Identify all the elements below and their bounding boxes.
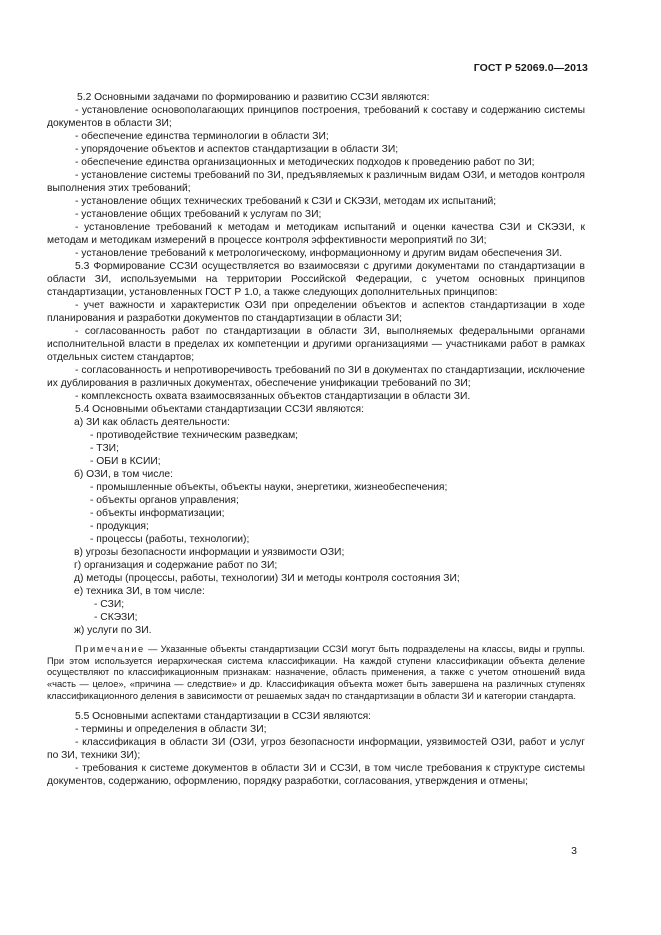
- clause-5-3-intro: 5.3 Формирование ССЗИ осуществляется во взаимосвязи с другими документами по стандартизации в области ЗИ, используемыми на территории Российской Федерации, с учетом основных принципов стандартизации, установленных ГОСТ Р 1.0, а также следующих дополнительных принципов:: [47, 261, 585, 298]
- sublist-item: - продукция;: [90, 521, 149, 532]
- sublist-item: - процессы (работы, технологии);: [90, 534, 250, 545]
- sublist-item: - ОБИ в КСИИ;: [90, 456, 161, 467]
- clause-5-3-item: - комплексность охвата взаимосвязанных объектов стандартизации в области ЗИ.: [75, 391, 471, 402]
- clause-5-2-intro: 5.2 Основными задачами по формированию и развитию ССЗИ являются:: [77, 92, 430, 103]
- clause-5-2-item: - установление требований к методам и методикам испытаний и оценки качества СЗИ и СКЭЗИ, к методам и методикам измерений в процессе контроля эффективности мероприятий по ЗИ;: [47, 222, 585, 246]
- sublist-item: - промышленные объекты, объекты науки, энергетики, жизнеобеспечения;: [90, 482, 448, 493]
- clause-5-3-item: - согласованность работ по стандартизации в области ЗИ, выполняемых федеральными органами исполнительной власти в пределах их компетенции и другими организациями — участниками работ в рамках отдельных систем стандартов;: [47, 326, 585, 363]
- clause-5-2-item: - установление системы требований по ЗИ, предъявляемых к различным видам ОЗИ, и методов контроля выполнения этих требований;: [47, 170, 585, 194]
- clause-5-5-item: - классификация в области ЗИ (ОЗИ, угроз безопасности информации, уязвимостей ОЗИ, работ и услуг по ЗИ, техники ЗИ);: [47, 736, 585, 761]
- page-number: 3: [571, 845, 577, 857]
- clause-5-2-item: - упорядочение объектов и аспектов стандартизации в области ЗИ;: [75, 144, 399, 155]
- clause-5-5-item: - требования к системе документов в области ЗИ и ССЗИ, в том числе требования к структуре системы документов, содержанию, оформлению, порядку разработки, согласования, утверждения и отмены;: [47, 762, 585, 787]
- clause-5-3-item: - учет важности и характеристик ОЗИ при определении объектов и аспектов стандартизации в ходе планирования и разработки документов по стандартизации в области ЗИ;: [47, 300, 585, 324]
- list-item-e: е) техника ЗИ, в том числе:: [74, 586, 205, 597]
- standard-designation: ГОСТ Р 52069.0—2013: [473, 62, 588, 74]
- sublist-item: - ТЗИ;: [90, 443, 119, 454]
- document-body: [47, 91, 585, 788]
- clause-5-2-item: - обеспечение единства организационных и методических подходов к проведению работ по ЗИ;: [75, 157, 535, 168]
- sublist-item: - СКЭЗИ;: [94, 612, 138, 623]
- clause-5-2-item: - установление требований к метрологическому, информационному и другим видам обеспечения ЗИ.: [75, 248, 563, 259]
- note: [47, 644, 585, 703]
- list-item-zh: ж) услуги по ЗИ.: [74, 625, 152, 636]
- clause-5-4-intro: 5.4 Основными объектами стандартизации ССЗИ являются:: [75, 404, 364, 415]
- clause-5-2-item: - установление основополагающих принципов построения, требований к составу и содержанию системы документов в области ЗИ;: [47, 105, 585, 129]
- clause-5-3-item: - согласованность и непротиворечивость требований по ЗИ в документах по стандартизации, исключение их дублирования в различных документах, обеспечение унификации требований по ЗИ;: [47, 365, 585, 389]
- note-text: — Указанные объекты стандартизации ССЗИ могут быть подразделены на классы, виды и группы. При этом используется иерархическая система классификации. На каждой ступени классификации объекта деление осуществляют по классификационным признакам: назначение, область применения, а также с учетом отношений вида «часть — целое», «причина — следствие» и др. Классификация объекта может быть завершена на различных ступенях классификационного деления в зависимости от решаемых задач по стандартизации в области ЗИ и категории стандарта.: [47, 644, 585, 701]
- list-item-d: д) методы (процессы, работы, технологии) ЗИ и методы контроля состояния ЗИ;: [74, 573, 460, 584]
- clause-5-2-item: - установление общих технических требований к СЗИ и СКЭЗИ, методам их испытаний;: [75, 196, 497, 207]
- clause-5-5-item: - термины и определения в области ЗИ;: [75, 723, 267, 735]
- clause-5-2-item: - обеспечение единства терминологии в области ЗИ;: [75, 131, 329, 142]
- list-item-v: в) угрозы безопасности информации и уязвимости ОЗИ;: [74, 547, 345, 558]
- clause-5-2-item: - установление общих требований к услугам по ЗИ;: [75, 209, 322, 220]
- note-label: Примечание: [75, 644, 145, 654]
- sublist-item: - объекты органов управления;: [90, 495, 239, 506]
- list-item-b: б) ОЗИ, в том числе:: [74, 469, 173, 480]
- list-item-a: а) ЗИ как область деятельности:: [74, 417, 230, 428]
- list-item-g: г) организация и содержание работ по ЗИ;: [74, 560, 278, 571]
- sublist-item: - противодействие техническим разведкам;: [90, 430, 299, 441]
- sublist-item: - объекты информатизации;: [90, 508, 225, 519]
- clause-5-5-intro: 5.5 Основными аспектами стандартизации в ССЗИ являются:: [75, 710, 372, 722]
- sublist-item: - СЗИ;: [94, 599, 125, 610]
